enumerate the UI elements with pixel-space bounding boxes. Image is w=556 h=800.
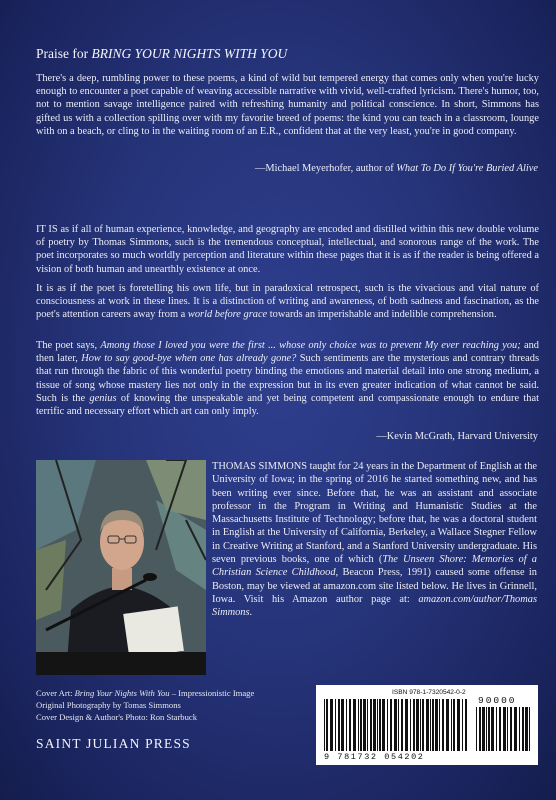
barcode-bar bbox=[349, 699, 351, 751]
barcode-bar bbox=[525, 707, 528, 751]
barcode-bar bbox=[435, 699, 438, 751]
amazon-author-link[interactable]: amazon.com/author/Thomas Simmons bbox=[212, 593, 537, 619]
barcode-bar bbox=[360, 699, 362, 751]
barcode-bar bbox=[462, 699, 463, 751]
barcode-bar bbox=[465, 699, 467, 751]
barcode-bar bbox=[410, 699, 411, 751]
barcode-bar bbox=[432, 699, 434, 751]
barcode-bar bbox=[430, 699, 431, 751]
barcode-bar bbox=[522, 707, 524, 751]
barcode-bar bbox=[446, 699, 449, 751]
barcode-bar bbox=[330, 699, 333, 751]
credit-photography: Original Photography by Tomas Simmons bbox=[36, 700, 181, 710]
barcode-bar bbox=[390, 699, 392, 751]
review-mcgrath-p2: It is as if the poet is foretelling his own life, but in paradoxical retrospect, such is the vivacious and vital nature of consciousness at work in these lines. It is a distinction of writing and awareness, of both sadness and fascination, as the poet's attention careers away from a world before grace towards an imperishable and indelible comprehension. bbox=[36, 283, 539, 321]
author-photo bbox=[36, 460, 206, 675]
barcode-bar bbox=[457, 699, 460, 751]
barcode-bar bbox=[486, 707, 487, 751]
review-mcgrath-p1: IT IS as if all of human experience, knowledge, and geography are encoded and distilled within this new double volume of poetry by Thomas Simmons, such is the tremendous conceptual, intellectual, and sonorous range of the work. The poet incorporates so much worldly perception and literature within these pages that it is as if the reader is being offered a vision of both human and unearthly existence at once. bbox=[36, 224, 539, 275]
barcode-bar bbox=[507, 707, 508, 751]
barcode-bar bbox=[422, 699, 424, 751]
barcode-bar bbox=[353, 699, 356, 751]
barcode-bar bbox=[370, 699, 372, 751]
price-code: 90000 bbox=[478, 695, 517, 706]
barcode-bar bbox=[387, 699, 388, 751]
barcode-bar bbox=[346, 699, 347, 751]
barcode-bar bbox=[482, 707, 485, 751]
cover-credits bbox=[36, 687, 254, 723]
barcode-bar bbox=[451, 699, 452, 751]
barcode-bar bbox=[488, 707, 490, 751]
barcode-bar bbox=[324, 699, 325, 751]
barcode-bar bbox=[363, 699, 366, 751]
review-meyerhofer: There's a deep, rumbling power to these poems, a kind of wild but tempered energy that comes only when you're lucky enough to encounter a poet capable of weaving accessible narrative with vivid, well-crafted lyricism. There's humor, too, not to mention savage intelligence paired with refreshing humanity and political conscience. In short, Simmons has gifted us with a collection spilling over with my favorite breed of poems: the kind you can teach in a classroom, lounge with on a beach, or cling to in the waiting room of an E.R., confident that at the very least, you're in good company. bbox=[36, 73, 539, 137]
barcode-bar bbox=[499, 707, 501, 751]
attribution-mcgrath: —Kevin McGrath, Harvard University bbox=[376, 431, 538, 442]
barcode-bar bbox=[377, 699, 378, 751]
credit-design: Cover Design & Author's Photo: Ron Starbuck bbox=[36, 712, 198, 722]
barcode-bar bbox=[358, 699, 359, 751]
praise-heading: Praise for BRING YOUR NIGHTS WITH YOU bbox=[36, 46, 288, 61]
barcode-bar bbox=[382, 699, 385, 751]
barcode-bar bbox=[413, 699, 415, 751]
barcode-bar bbox=[519, 707, 520, 751]
review-mcgrath-p3: The poet says, Among those I loved you were the first ... whose only choice was to prevent My ever reaching you; and then later, How to say good-bye when one has already gone? Such sentiments are the mysterious and contrary threads that run through the fabric of this wonderful poetry binding the emotions and material detail into one strong medium, a tissue of song whose mastery lies not only in the expression but in its even greater indication of what cannot be said. Such is the genius of knowing the unspeakable and yet being competent and compassionate enough to endure that terrific and necessary effort which art can only imply. bbox=[36, 340, 539, 418]
book-title: BRING YOUR NIGHTS WITH YOU bbox=[91, 46, 288, 61]
barcode-bar bbox=[439, 699, 440, 751]
barcode-bar bbox=[442, 699, 444, 751]
barcode-bar bbox=[420, 699, 421, 751]
barcode-bar bbox=[510, 707, 512, 751]
credit-cover-art: Cover Art: Bring Your Nights With You – Impressionistic Image bbox=[36, 688, 255, 698]
barcode-bar bbox=[341, 699, 344, 751]
barcode-bar bbox=[338, 699, 340, 751]
isbn-digits: 9 781732 054202 bbox=[324, 752, 425, 762]
publisher-name: SAINT JULIAN PRESS bbox=[36, 736, 191, 751]
barcode-bar bbox=[491, 707, 494, 751]
barcode-bar bbox=[453, 699, 455, 751]
barcode-bar bbox=[401, 699, 403, 751]
barcode-bar bbox=[514, 707, 517, 751]
barcode-bar bbox=[416, 699, 419, 751]
isbn-label: ISBN 978-1-7320542-0-2 bbox=[392, 689, 466, 696]
barcode-bar bbox=[479, 707, 481, 751]
attribution-meyerhofer: —Michael Meyerhofer, author of What To Do If You're Buried Alive bbox=[255, 163, 538, 174]
barcode-bar bbox=[529, 707, 530, 751]
author-photo-image bbox=[36, 460, 206, 675]
barcode-bar bbox=[367, 699, 368, 751]
barcode-bar bbox=[496, 707, 497, 751]
barcode-bar bbox=[426, 699, 429, 751]
barcode-bar bbox=[335, 699, 336, 751]
barcode-bar bbox=[405, 699, 408, 751]
barcode-bar bbox=[398, 699, 399, 751]
barcode-bar bbox=[394, 699, 397, 751]
barcode-bar bbox=[503, 707, 506, 751]
author-bio: THOMAS SIMMONS taught for 24 years in the Department of English at the University of Iowa; in the spring of 2016 he started something new, and has been writing ever since. Before that, he was an assistant and associate professor in the Program in Writing and Humanistic Studies at the Massachusetts Institute of Technology; before that, he was a doctoral student in English at the University of California, Berkeley, a Wallace Stegner Fellow in Creative Writing at Stanford, and a Stanford University undergraduate. His seven previous books, one of which (The Unseen Shore: Memories of a Christian Science Childhood, Beacon Press, 1991) caused some offense in Boston, may be viewed at amazon.com site listed below. He lives in Grinnell, Iowa. Visit his Amazon author page at: amazon.com/author/Thomas Simmons. bbox=[212, 461, 537, 619]
barcode-bar bbox=[379, 699, 381, 751]
barcode-bar bbox=[326, 699, 328, 751]
barcode-bar bbox=[373, 699, 376, 751]
barcode-bar bbox=[476, 707, 477, 751]
